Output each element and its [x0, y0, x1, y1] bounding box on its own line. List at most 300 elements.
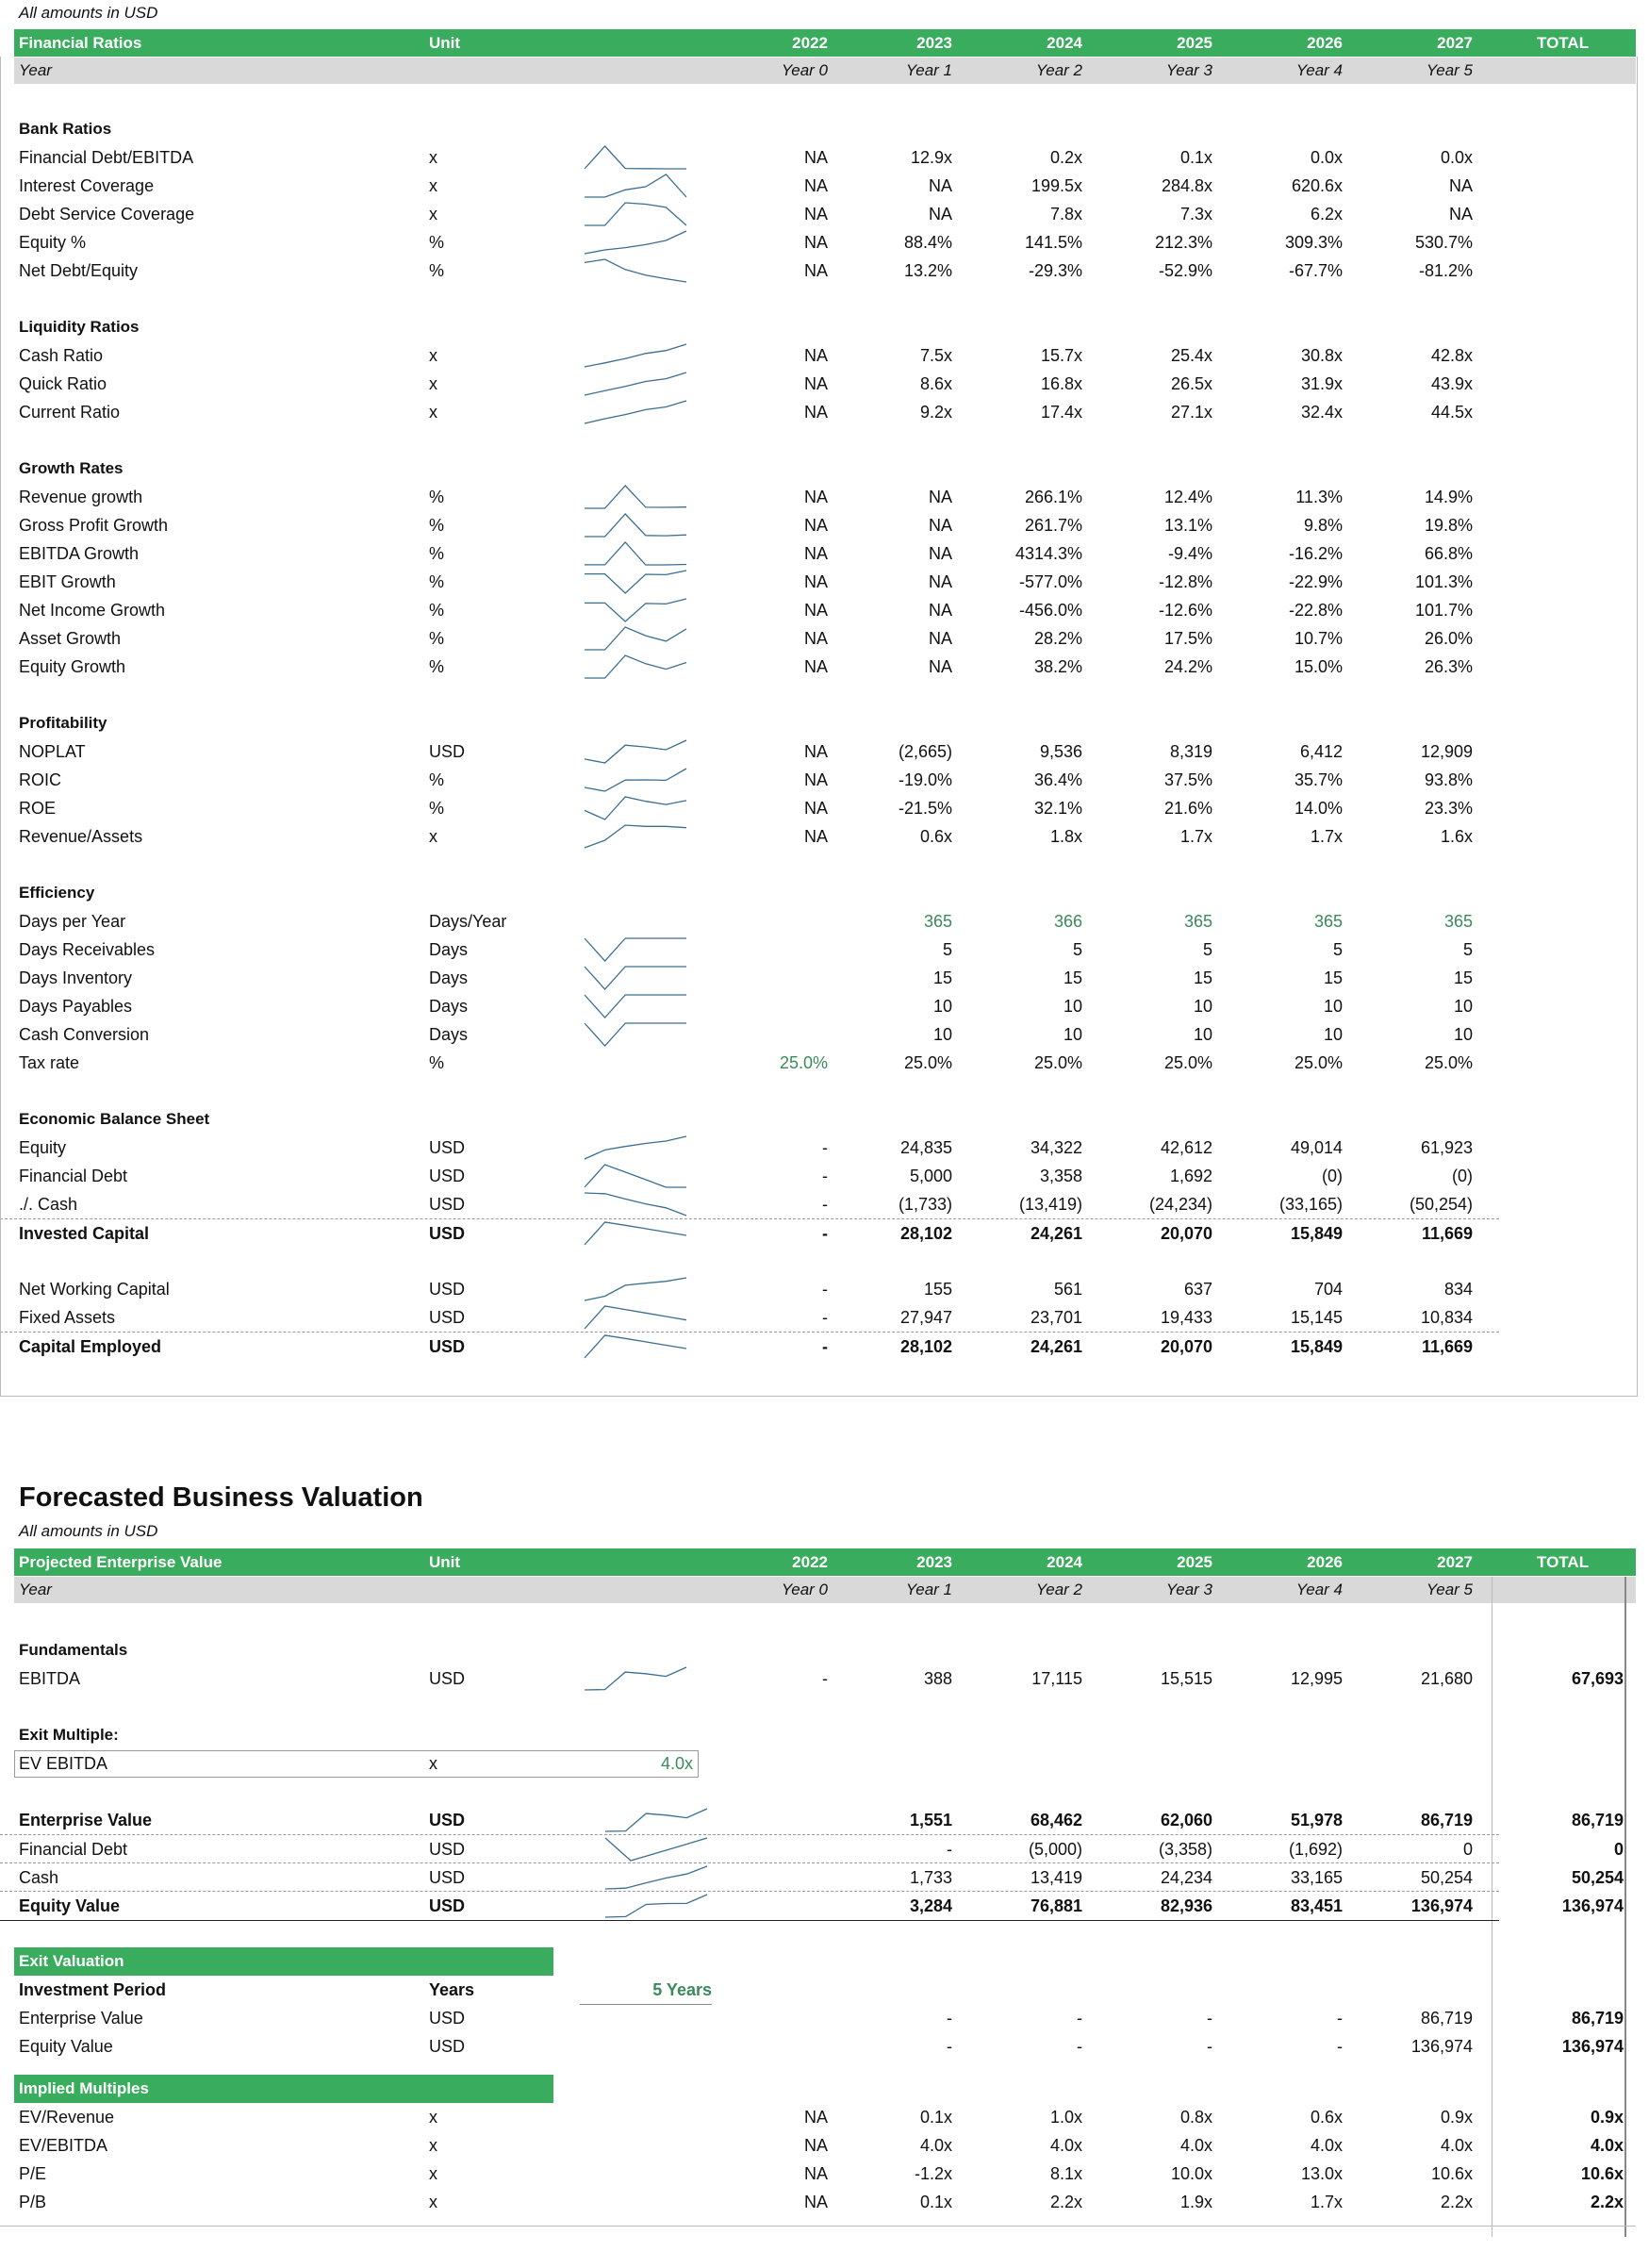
row-value: 10 — [932, 1025, 952, 1044]
row-value: 0 — [1462, 1840, 1473, 1859]
row-value: - — [947, 2037, 952, 2056]
row-value: NA — [803, 148, 828, 167]
row-value: 12,909 — [1420, 742, 1473, 761]
row-label: Equity Value — [19, 2037, 113, 2056]
row-value: - — [822, 1308, 828, 1327]
row-label: Days Receivables — [19, 940, 156, 959]
year-index: Year 3 — [1165, 1581, 1212, 1598]
row-unit: USD — [429, 1195, 466, 1214]
row-unit: Days — [429, 997, 469, 1016]
row-label: Interest Coverage — [19, 176, 155, 195]
row-value: 11.3% — [1295, 488, 1343, 506]
row-value: 704 — [1313, 1280, 1343, 1299]
header-total: TOTAL — [1537, 1553, 1590, 1571]
row-label: Cash — [19, 1868, 59, 1887]
row-value: 4314.3% — [1014, 544, 1082, 563]
row-value: NA — [803, 516, 828, 535]
row-value: 15 — [932, 968, 952, 987]
row-unit: USD — [429, 1669, 466, 1688]
row-label: Investment Period — [19, 1980, 167, 1999]
row-label: ./. Cash — [19, 1195, 78, 1214]
row-value: NA — [803, 742, 828, 761]
row-label: Debt Service Coverage — [19, 205, 195, 223]
row-value: 199.5x — [1031, 176, 1082, 195]
header-year: 2025 — [1177, 1553, 1212, 1571]
row-value: 83,451 — [1290, 1896, 1343, 1915]
row-value: 4.0x — [919, 2136, 952, 2155]
row-value: 44.5x — [1430, 403, 1473, 422]
header-year: 2022 — [792, 34, 828, 52]
sparkline-path — [605, 1895, 707, 1917]
sparkline — [603, 1806, 709, 1834]
row-value: - — [1077, 2037, 1082, 2056]
row-value: 61,923 — [1420, 1138, 1473, 1157]
row-unit: Days — [429, 968, 469, 987]
row-value: NA — [803, 601, 828, 620]
row-value: 25.0% — [1424, 1053, 1473, 1072]
sparkline — [603, 1863, 709, 1892]
row-value: 31.9x — [1300, 374, 1343, 393]
row-value: -29.3% — [1028, 261, 1082, 280]
row-total: 50,254 — [1571, 1868, 1624, 1887]
row-total: 67,693 — [1571, 1669, 1624, 1688]
row-value: 10.0x — [1170, 2164, 1212, 2183]
row-value: 0.9x — [1440, 2108, 1473, 2127]
row-total: 0.9x — [1590, 2108, 1624, 2127]
row-label: Revenue growth — [19, 488, 143, 506]
row-value: 24,835 — [899, 1138, 952, 1157]
row-value: 136,974 — [1410, 2037, 1473, 2056]
row-value: 4.0x — [1310, 2136, 1343, 2155]
row-label: Equity Growth — [19, 657, 126, 676]
row-label: Enterprise Value — [19, 2009, 143, 2028]
row-value: (50,254) — [1409, 1195, 1473, 1214]
row-value: NA — [803, 2164, 828, 2183]
row-value: 14.0% — [1294, 799, 1343, 818]
row-value: 0.8x — [1179, 2108, 1212, 2127]
table-row — [0, 1664, 1649, 1693]
row-value: 10 — [1323, 1025, 1343, 1044]
row-value: 13,419 — [1030, 1868, 1082, 1887]
row-label: Financial Debt/EBITDA — [19, 148, 194, 167]
row-value: 101.7% — [1414, 601, 1473, 620]
row-value: 21,680 — [1420, 1669, 1473, 1688]
row-value: 15.0% — [1294, 657, 1343, 676]
header-year: 2024 — [1047, 1553, 1082, 1571]
row-label: Quick Ratio — [19, 374, 107, 393]
row-unit: USD — [429, 1224, 466, 1243]
row-value: 25.0% — [1033, 1053, 1082, 1072]
row-total: 4.0x — [1590, 2136, 1624, 2155]
row-value: 0.1x — [919, 2193, 952, 2211]
row-value: NA — [803, 770, 828, 789]
row-total: 136,974 — [1561, 2037, 1624, 2056]
row-value: 5 — [942, 940, 952, 959]
row-value: 42.8x — [1430, 346, 1473, 365]
header-unit: Unit — [429, 34, 461, 52]
row-value: 25.0% — [1294, 1053, 1343, 1072]
row-value: - — [822, 1224, 828, 1243]
row-label: Current Ratio — [19, 403, 121, 422]
table-bottom-border — [0, 2226, 1636, 2227]
row-total: 86,719 — [1571, 1811, 1624, 1829]
row-label: Equity % — [19, 233, 87, 252]
row-value: 82,936 — [1160, 1896, 1212, 1915]
row-value: - — [1077, 2009, 1082, 2028]
row-value: NA — [803, 205, 828, 223]
row-value: 1,692 — [1169, 1167, 1212, 1185]
row-value: NA — [803, 544, 828, 563]
page-title: Forecasted Business Valuation — [19, 1482, 423, 1513]
row-value: 15,849 — [1290, 1224, 1343, 1243]
row-value: 28.2% — [1033, 629, 1082, 648]
row-value: -16.2% — [1288, 544, 1343, 563]
row-label: Asset Growth — [19, 629, 122, 648]
row-value: 20,070 — [1160, 1224, 1212, 1243]
row-value: - — [947, 1840, 952, 1859]
row-value: -12.8% — [1158, 572, 1212, 591]
header-year: 2027 — [1437, 1553, 1473, 1571]
row-value: (2,665) — [898, 742, 952, 761]
row-value: -1.2x — [914, 2164, 952, 2183]
sparkline-path — [585, 1667, 686, 1690]
row-value: 1.8x — [1049, 827, 1082, 846]
row-unit: % — [429, 770, 445, 789]
row-unit: % — [429, 657, 445, 676]
row-value: 17.4x — [1040, 403, 1082, 422]
row-label: P/B — [19, 2193, 47, 2211]
row-value: NA — [803, 629, 828, 648]
row-value: 17.5% — [1163, 629, 1212, 648]
row-value: 36.4% — [1033, 770, 1082, 789]
row-value: - — [947, 2009, 952, 2028]
row-value: 13.2% — [903, 261, 952, 280]
row-value: 366 — [1053, 912, 1082, 931]
header-year: 2022 — [792, 1553, 828, 1571]
row-unit: x — [429, 2108, 437, 2127]
row-value: 637 — [1183, 1280, 1212, 1299]
header-title: Financial Ratios — [19, 34, 142, 52]
row-value: 15 — [1193, 968, 1212, 987]
row-unit: x — [429, 148, 437, 167]
row-value: 66.8% — [1424, 544, 1473, 563]
row-value: 19.8% — [1424, 516, 1473, 535]
section-title: Liquidity Ratios — [19, 318, 140, 336]
year-index: Year 4 — [1295, 1581, 1343, 1598]
row-value: 0.6x — [919, 827, 952, 846]
amounts-note: All amounts in USD — [19, 1522, 158, 1540]
row-value: 9.2x — [919, 403, 952, 422]
header-bar — [14, 29, 1636, 57]
row-value: 561 — [1053, 1280, 1082, 1299]
section-title: Exit Multiple: — [19, 1726, 119, 1744]
row-label: Cash Conversion — [19, 1025, 150, 1044]
row-value: 2.2x — [1440, 2193, 1473, 2211]
table-row — [0, 2004, 1649, 2032]
row-value: 19,433 — [1160, 1308, 1212, 1327]
section-title: Profitability — [19, 714, 107, 732]
row-unit: x — [429, 374, 437, 393]
row-value: (0) — [1322, 1167, 1343, 1185]
year-label: Year — [19, 1581, 52, 1598]
row-value: 530.7% — [1414, 233, 1473, 252]
row-label: Invested Capital — [19, 1224, 150, 1243]
row-value: 15 — [1453, 968, 1473, 987]
row-unit: x — [429, 346, 437, 365]
row-value: NA — [803, 2136, 828, 2155]
row-value: - — [822, 1167, 828, 1185]
sparkline — [583, 1664, 688, 1693]
row-unit: x — [429, 403, 437, 422]
row-label: Net Working Capital — [19, 1280, 170, 1299]
row-value: 13.1% — [1163, 516, 1212, 535]
row-value: 50,254 — [1420, 1868, 1473, 1887]
table-frame — [0, 57, 1638, 1397]
row-value: 25.0% — [779, 1053, 828, 1072]
row-unit: USD — [429, 1337, 466, 1356]
section-title: Bank Ratios — [19, 120, 112, 138]
row-value: (13,419) — [1018, 1195, 1082, 1214]
row-value: 388 — [923, 1669, 952, 1688]
row-value: 10 — [1063, 997, 1082, 1016]
row-unit: USD — [429, 2009, 466, 2028]
exit-multiple-input[interactable]: 4.0x — [660, 1754, 693, 1773]
row-value: 62,060 — [1160, 1811, 1212, 1829]
row-value: 12,995 — [1290, 1669, 1343, 1688]
row-value: 14.9% — [1424, 488, 1473, 506]
row-value: 7.5x — [919, 346, 952, 365]
row-unit: x — [429, 1754, 437, 1773]
row-value: 25.0% — [903, 1053, 952, 1072]
row-value: (24,234) — [1148, 1195, 1212, 1214]
row-value: NA — [803, 374, 828, 393]
row-unit: % — [429, 488, 445, 506]
table-row — [0, 1891, 1624, 1921]
row-value: 8.1x — [1049, 2164, 1082, 2183]
row-value: 7.3x — [1179, 205, 1212, 223]
header-year: 2026 — [1307, 34, 1343, 52]
row-value: 15,849 — [1290, 1337, 1343, 1356]
table-row — [0, 2103, 1649, 2131]
sparkline-path — [605, 1866, 707, 1889]
row-value: 23.3% — [1424, 799, 1473, 818]
row-value: 32.1% — [1033, 799, 1082, 818]
row-unit: % — [429, 601, 445, 620]
row-value: 93.8% — [1424, 770, 1473, 789]
row-value: 5,000 — [909, 1167, 952, 1185]
row-value: 10 — [1063, 1025, 1082, 1044]
sparkline-path — [605, 1809, 707, 1831]
row-value: 10,834 — [1420, 1308, 1473, 1327]
row-unit: Days/Year — [429, 912, 507, 931]
row-value: 155 — [923, 1280, 952, 1299]
row-value: 1.6x — [1440, 827, 1473, 846]
table-row — [0, 2160, 1649, 2188]
row-value: 1.7x — [1310, 827, 1343, 846]
row-value: (1,733) — [898, 1195, 952, 1214]
row-value: 10 — [932, 997, 952, 1016]
row-total: 0 — [1613, 1840, 1624, 1859]
row-label: Enterprise Value — [19, 1811, 153, 1829]
row-value: 1.7x — [1310, 2193, 1343, 2211]
row-value: 13.0x — [1300, 2164, 1343, 2183]
row-value: NA — [803, 488, 828, 506]
row-value: - — [1207, 2037, 1212, 2056]
row-value: NA — [1448, 176, 1473, 195]
header-year: 2023 — [916, 1553, 952, 1571]
row-value: (5,000) — [1028, 1840, 1082, 1859]
row-value: 10 — [1193, 997, 1212, 1016]
year-index: Year 2 — [1035, 61, 1082, 79]
row-label: Revenue/Assets — [19, 827, 143, 846]
row-label: Days Inventory — [19, 968, 133, 987]
row-value: 834 — [1443, 1280, 1473, 1299]
row-unit: USD — [429, 2037, 466, 2056]
row-unit: x — [429, 176, 437, 195]
row-label: EBIT Growth — [19, 572, 116, 591]
investment-period-input[interactable]: 5 Years — [580, 1976, 712, 2005]
row-unit: x — [429, 2136, 437, 2155]
sparkline — [603, 1835, 709, 1863]
row-value: 5 — [1072, 940, 1082, 959]
section-title: Economic Balance Sheet — [19, 1110, 210, 1128]
row-value: NA — [928, 657, 952, 676]
row-value: 28,102 — [899, 1337, 952, 1356]
row-value: 212.3% — [1154, 233, 1212, 252]
row-value: NA — [928, 205, 952, 223]
row-unit: % — [429, 516, 445, 535]
row-value: -22.8% — [1288, 601, 1343, 620]
row-unit: USD — [429, 1840, 466, 1859]
sparkline — [603, 1892, 709, 1920]
row-value: -456.0% — [1018, 601, 1082, 620]
section-title: Efficiency — [19, 884, 95, 902]
year-index: Year 2 — [1035, 1581, 1082, 1598]
row-value: 10 — [1453, 1025, 1473, 1044]
table-row — [0, 2032, 1649, 2061]
row-value: - — [822, 1669, 828, 1688]
row-value: 8.6x — [919, 374, 952, 393]
row-value: 25.4x — [1170, 346, 1212, 365]
row-value: 365 — [1183, 912, 1212, 931]
row-value: 20,070 — [1160, 1337, 1212, 1356]
row-value: NA — [803, 657, 828, 676]
row-unit: USD — [429, 1167, 466, 1185]
row-value: 68,462 — [1030, 1811, 1082, 1829]
row-value: 24,261 — [1030, 1224, 1082, 1243]
row-unit: % — [429, 572, 445, 591]
row-value: 11,669 — [1421, 1337, 1473, 1356]
row-value: 284.8x — [1161, 176, 1212, 195]
row-value: - — [1207, 2009, 1212, 2028]
row-value: 26.0% — [1424, 629, 1473, 648]
row-value: 266.1% — [1024, 488, 1082, 506]
year-index: Year 5 — [1426, 61, 1473, 79]
row-value: NA — [803, 572, 828, 591]
row-value: -67.7% — [1288, 261, 1343, 280]
row-value: 0.2x — [1049, 148, 1082, 167]
row-value: 1.7x — [1179, 827, 1212, 846]
row-value: (0) — [1452, 1167, 1473, 1185]
row-value: NA — [928, 544, 952, 563]
row-value: 38.2% — [1033, 657, 1082, 676]
row-value: 43.9x — [1430, 374, 1473, 393]
row-value: 88.4% — [903, 233, 952, 252]
row-value: 1.0x — [1049, 2108, 1082, 2127]
row-unit: % — [429, 1053, 445, 1072]
row-label: Capital Employed — [19, 1337, 162, 1356]
year-label: Year — [19, 61, 52, 79]
row-unit: USD — [429, 1280, 466, 1299]
row-unit: x — [429, 827, 437, 846]
row-value: 261.7% — [1024, 516, 1082, 535]
year-index: Year 3 — [1165, 61, 1212, 79]
row-value: NA — [1448, 205, 1473, 223]
year-index: Year 1 — [905, 61, 952, 79]
row-value: (33,165) — [1278, 1195, 1343, 1214]
row-value: 5 — [1332, 940, 1343, 959]
year-index: Year 5 — [1426, 1581, 1473, 1598]
row-value: 30.8x — [1300, 346, 1343, 365]
row-value: 309.3% — [1284, 233, 1343, 252]
row-value: 16.8x — [1040, 374, 1082, 393]
row-label: Gross Profit Growth — [19, 516, 169, 535]
row-unit: % — [429, 233, 445, 252]
row-label: EBITDA — [19, 1669, 81, 1688]
row-value: NA — [803, 403, 828, 422]
row-value: 32.4x — [1300, 403, 1343, 422]
header-year: 2027 — [1437, 34, 1473, 52]
sparkline-path — [605, 1838, 707, 1861]
row-value: 6,412 — [1299, 742, 1343, 761]
row-label: Cash Ratio — [19, 346, 104, 365]
row-value: 17,115 — [1031, 1669, 1082, 1688]
row-value: NA — [928, 601, 952, 620]
row-value: 24.2% — [1163, 657, 1212, 676]
row-unit: USD — [429, 1896, 466, 1915]
row-value: - — [822, 1195, 828, 1214]
year-index: Year 0 — [781, 61, 828, 79]
table-row — [0, 1806, 1649, 1834]
year-bar — [14, 1577, 1636, 1603]
row-unit: Years — [429, 1980, 475, 1999]
row-value: 76,881 — [1030, 1896, 1082, 1915]
section-title: Fundamentals — [19, 1641, 128, 1659]
row-value: 141.5% — [1024, 233, 1082, 252]
row-value: 620.6x — [1291, 176, 1343, 195]
row-value: 27,947 — [899, 1308, 952, 1327]
row-value: 28,102 — [899, 1224, 952, 1243]
row-value: - — [822, 1337, 828, 1356]
year-index: Year 4 — [1295, 61, 1343, 79]
row-unit: USD — [429, 1308, 466, 1327]
row-value: 7.8x — [1049, 205, 1082, 223]
row-value: 3,284 — [909, 1896, 952, 1915]
row-value: 0.0x — [1310, 148, 1343, 167]
header-title: Projected Enterprise Value — [19, 1553, 223, 1571]
header-year: 2025 — [1177, 34, 1212, 52]
row-value: 86,719 — [1420, 2009, 1473, 2028]
row-total: 10.6x — [1580, 2164, 1624, 2183]
row-label: ROE — [19, 799, 57, 818]
row-value: 4.0x — [1049, 2136, 1082, 2155]
row-value: 42,612 — [1160, 1138, 1212, 1157]
row-value: -22.9% — [1288, 572, 1343, 591]
table-row — [0, 2188, 1649, 2216]
row-label: EBITDA Growth — [19, 544, 140, 563]
row-value: NA — [803, 799, 828, 818]
row-label: EV/Revenue — [19, 2108, 115, 2127]
